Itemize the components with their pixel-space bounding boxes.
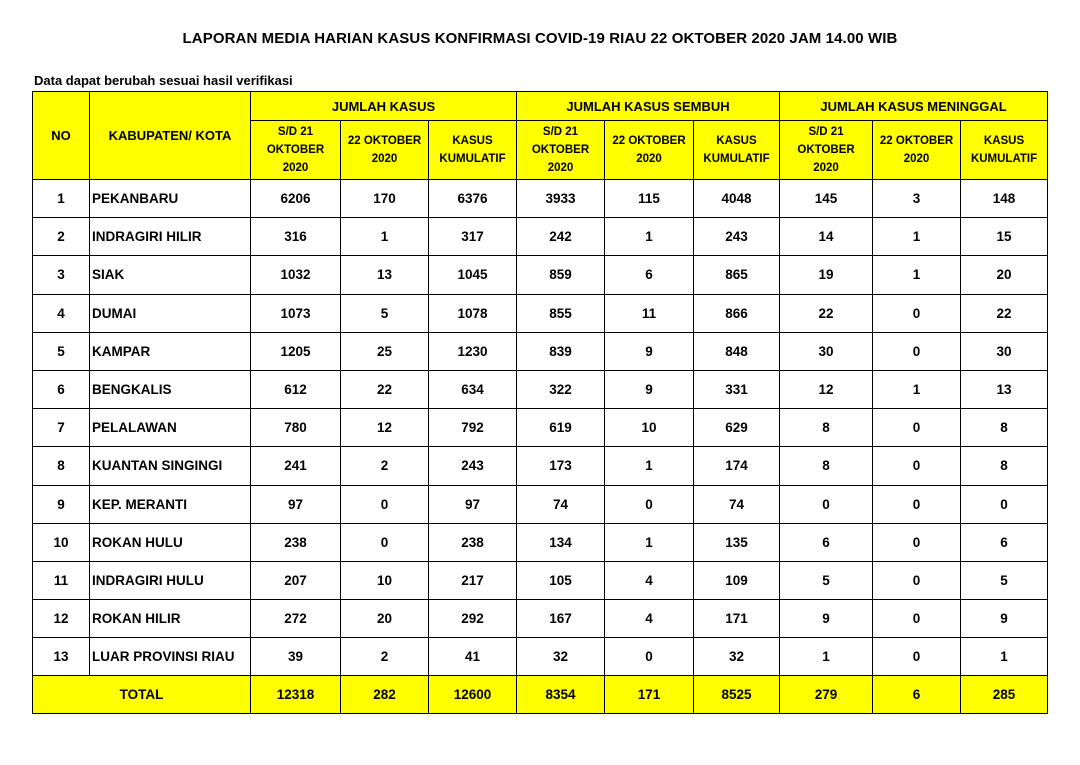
- row-kabupaten-name: PEKANBARU: [90, 180, 251, 218]
- row-value: 9: [780, 600, 873, 638]
- row-value: 9: [605, 370, 694, 408]
- verification-note: Data dapat berubah sesuai hasil verifikasi: [34, 73, 293, 88]
- row-value: 170: [341, 180, 429, 218]
- total-label: TOTAL: [33, 676, 251, 714]
- table-row: [33, 485, 1048, 523]
- row-number: 5: [33, 332, 90, 370]
- row-value: 217: [429, 561, 517, 599]
- row-kabupaten-name: ROKAN HULU: [90, 523, 251, 561]
- row-number: 11: [33, 561, 90, 599]
- row-value: 0: [873, 523, 961, 561]
- row-value: 171: [694, 600, 780, 638]
- total-value: 8525: [694, 676, 780, 714]
- row-value: 32: [517, 638, 605, 676]
- row-value: 6: [780, 523, 873, 561]
- row-value: 115: [605, 180, 694, 218]
- row-value: 6: [961, 523, 1048, 561]
- row-value: 331: [694, 370, 780, 408]
- row-value: 8: [780, 447, 873, 485]
- subheader-meninggal-sd21: S/D 21 OKTOBER 2020: [780, 121, 873, 180]
- row-value: 0: [605, 638, 694, 676]
- row-value: 19: [780, 256, 873, 294]
- row-value: 32: [694, 638, 780, 676]
- row-value: 322: [517, 370, 605, 408]
- row-value: 15: [961, 218, 1048, 256]
- row-value: 13: [341, 256, 429, 294]
- row-value: 1: [873, 218, 961, 256]
- row-value: 30: [780, 332, 873, 370]
- row-value: 12: [341, 409, 429, 447]
- subheader-meninggal-22okt: 22 OKTOBER 2020: [873, 121, 961, 180]
- row-value: 13: [961, 370, 1048, 408]
- row-value: 5: [341, 294, 429, 332]
- table-row: [33, 180, 1048, 218]
- row-value: 4: [605, 600, 694, 638]
- row-value: 6: [605, 256, 694, 294]
- row-number: 9: [33, 485, 90, 523]
- row-value: 167: [517, 600, 605, 638]
- row-value: 6206: [251, 180, 341, 218]
- row-value: 1: [780, 638, 873, 676]
- row-value: 859: [517, 256, 605, 294]
- row-value: 20: [341, 600, 429, 638]
- table-row: [33, 561, 1048, 599]
- row-value: 612: [251, 370, 341, 408]
- row-value: 74: [694, 485, 780, 523]
- row-value: 148: [961, 180, 1048, 218]
- row-value: 0: [605, 485, 694, 523]
- row-value: 135: [694, 523, 780, 561]
- table-row: [33, 332, 1048, 370]
- row-value: 11: [605, 294, 694, 332]
- header-jumlah-kasus: JUMLAH KASUS: [251, 92, 517, 121]
- row-value: 316: [251, 218, 341, 256]
- row-kabupaten-name: BENGKALIS: [90, 370, 251, 408]
- row-value: 792: [429, 409, 517, 447]
- row-value: 0: [780, 485, 873, 523]
- report-title: LAPORAN MEDIA HARIAN KASUS KONFIRMASI COVID-19 RIAU 22 OKTOBER 2020 JAM 14.00 WIB: [182, 30, 898, 47]
- row-number: 1: [33, 180, 90, 218]
- row-kabupaten-name: KEP. MERANTI: [90, 485, 251, 523]
- row-value: 848: [694, 332, 780, 370]
- row-value: 1205: [251, 332, 341, 370]
- row-kabupaten-name: DUMAI: [90, 294, 251, 332]
- subheader-sembuh-22okt: 22 OKTOBER 2020: [605, 121, 694, 180]
- total-value: 171: [605, 676, 694, 714]
- total-value: 8354: [517, 676, 605, 714]
- row-value: 619: [517, 409, 605, 447]
- header-kabupaten-kota: KABUPATEN/ KOTA: [90, 92, 251, 180]
- row-value: 839: [517, 332, 605, 370]
- row-value: 292: [429, 600, 517, 638]
- row-value: 1: [873, 370, 961, 408]
- row-value: 0: [873, 600, 961, 638]
- row-value: 97: [251, 485, 341, 523]
- header-jumlah-kasus-meninggal: JUMLAH KASUS MENINGGAL: [780, 92, 1048, 121]
- subheader-kasus-22okt: 22 OKTOBER 2020: [341, 121, 429, 180]
- row-value: 74: [517, 485, 605, 523]
- row-value: 0: [341, 523, 429, 561]
- row-number: 13: [33, 638, 90, 676]
- row-value: 780: [251, 409, 341, 447]
- row-value: 5: [961, 561, 1048, 599]
- row-value: 241: [251, 447, 341, 485]
- row-value: 97: [429, 485, 517, 523]
- row-value: 173: [517, 447, 605, 485]
- subheader-sembuh-kumulatif: KASUS KUMULATIF: [694, 121, 780, 180]
- subheader-kasus-kumulatif: KASUS KUMULATIF: [429, 121, 517, 180]
- row-number: 4: [33, 294, 90, 332]
- row-value: 10: [605, 409, 694, 447]
- table-row: [33, 638, 1048, 676]
- row-value: 14: [780, 218, 873, 256]
- row-value: 865: [694, 256, 780, 294]
- row-value: 238: [251, 523, 341, 561]
- row-value: 0: [873, 409, 961, 447]
- row-value: 0: [873, 485, 961, 523]
- row-value: 1073: [251, 294, 341, 332]
- row-value: 1078: [429, 294, 517, 332]
- row-value: 25: [341, 332, 429, 370]
- row-value: 22: [341, 370, 429, 408]
- row-value: 105: [517, 561, 605, 599]
- row-value: 109: [694, 561, 780, 599]
- row-value: 9: [961, 600, 1048, 638]
- subheader-kasus-sd21: S/D 21 OKTOBER 2020: [251, 121, 341, 180]
- table-row: [33, 218, 1048, 256]
- table-row: [33, 256, 1048, 294]
- subheader-meninggal-kumulatif: KASUS KUMULATIF: [961, 121, 1048, 180]
- row-value: 8: [961, 447, 1048, 485]
- row-kabupaten-name: KAMPAR: [90, 332, 251, 370]
- row-value: 0: [873, 332, 961, 370]
- row-value: 9: [605, 332, 694, 370]
- total-value: 12318: [251, 676, 341, 714]
- row-value: 272: [251, 600, 341, 638]
- row-value: 855: [517, 294, 605, 332]
- row-value: 1: [605, 447, 694, 485]
- row-kabupaten-name: KUANTAN SINGINGI: [90, 447, 251, 485]
- row-value: 22: [780, 294, 873, 332]
- total-value: 6: [873, 676, 961, 714]
- row-value: 207: [251, 561, 341, 599]
- row-number: 3: [33, 256, 90, 294]
- row-value: 30: [961, 332, 1048, 370]
- row-value: 3: [873, 180, 961, 218]
- table-row: [33, 409, 1048, 447]
- row-value: 12: [780, 370, 873, 408]
- table-body: [33, 180, 1048, 676]
- row-value: 2: [341, 447, 429, 485]
- row-number: 10: [33, 523, 90, 561]
- row-number: 7: [33, 409, 90, 447]
- row-value: 1032: [251, 256, 341, 294]
- row-kabupaten-name: INDRAGIRI HULU: [90, 561, 251, 599]
- row-value: 1: [605, 523, 694, 561]
- row-number: 2: [33, 218, 90, 256]
- total-value: 279: [780, 676, 873, 714]
- row-value: 317: [429, 218, 517, 256]
- row-value: 134: [517, 523, 605, 561]
- total-row: [33, 676, 1048, 714]
- row-kabupaten-name: ROKAN HILIR: [90, 600, 251, 638]
- row-value: 243: [694, 218, 780, 256]
- total-value: 12600: [429, 676, 517, 714]
- row-value: 1045: [429, 256, 517, 294]
- row-value: 1230: [429, 332, 517, 370]
- row-value: 0: [873, 638, 961, 676]
- row-value: 3933: [517, 180, 605, 218]
- row-value: 243: [429, 447, 517, 485]
- header-no: NO: [33, 92, 90, 180]
- row-value: 8: [780, 409, 873, 447]
- row-value: 0: [873, 294, 961, 332]
- row-value: 0: [873, 447, 961, 485]
- row-value: 2: [341, 638, 429, 676]
- table-row: [33, 600, 1048, 638]
- table-row: [33, 447, 1048, 485]
- row-number: 8: [33, 447, 90, 485]
- table-row: [33, 294, 1048, 332]
- row-value: 4048: [694, 180, 780, 218]
- row-value: 20: [961, 256, 1048, 294]
- row-value: 0: [341, 485, 429, 523]
- row-value: 634: [429, 370, 517, 408]
- row-value: 1: [873, 256, 961, 294]
- header-jumlah-kasus-sembuh: JUMLAH KASUS SEMBUH: [517, 92, 780, 121]
- row-value: 1: [961, 638, 1048, 676]
- covid-report-table: [32, 91, 1048, 714]
- row-value: 41: [429, 638, 517, 676]
- row-kabupaten-name: SIAK: [90, 256, 251, 294]
- row-value: 22: [961, 294, 1048, 332]
- row-value: 0: [873, 561, 961, 599]
- table-row: [33, 523, 1048, 561]
- row-value: 8: [961, 409, 1048, 447]
- row-value: 1: [341, 218, 429, 256]
- row-value: 39: [251, 638, 341, 676]
- row-kabupaten-name: PELALAWAN: [90, 409, 251, 447]
- row-kabupaten-name: INDRAGIRI HILIR: [90, 218, 251, 256]
- row-number: 12: [33, 600, 90, 638]
- row-kabupaten-name: LUAR PROVINSI RIAU: [90, 638, 251, 676]
- row-value: 0: [961, 485, 1048, 523]
- row-value: 5: [780, 561, 873, 599]
- row-value: 238: [429, 523, 517, 561]
- total-value: 282: [341, 676, 429, 714]
- row-value: 145: [780, 180, 873, 218]
- row-value: 10: [341, 561, 429, 599]
- row-value: 866: [694, 294, 780, 332]
- total-value: 285: [961, 676, 1048, 714]
- row-value: 174: [694, 447, 780, 485]
- row-value: 6376: [429, 180, 517, 218]
- row-value: 4: [605, 561, 694, 599]
- row-value: 242: [517, 218, 605, 256]
- row-value: 629: [694, 409, 780, 447]
- row-number: 6: [33, 370, 90, 408]
- subheader-sembuh-sd21: S/D 21 OKTOBER 2020: [517, 121, 605, 180]
- row-value: 1: [605, 218, 694, 256]
- table-row: [33, 370, 1048, 408]
